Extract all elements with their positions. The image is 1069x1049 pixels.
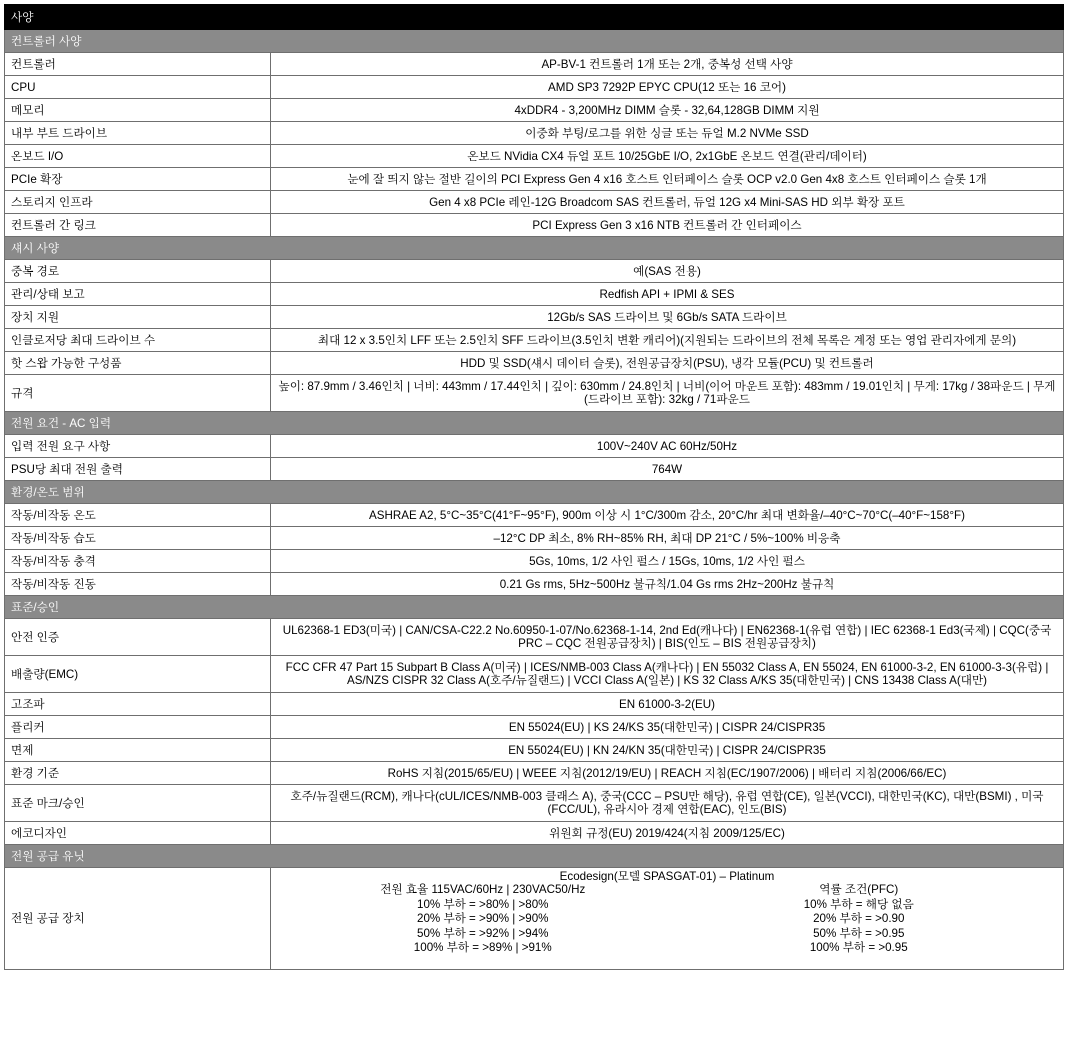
spec-label: CPU [5,76,271,99]
pfc-column [804,883,914,956]
pfc-title: 역률 조건(PFC) [819,883,899,896]
spec-label: 배출량(EMC) [5,656,271,693]
spec-value: 온보드 NVidia CX4 듀얼 포트 10/25GbE I/O, 2x1GbE 온보드 연결(관리/데이터) [271,145,1064,168]
section-title: 표준/승인 [5,596,1064,619]
spec-row [5,99,1064,122]
spec-label: 플리커 [5,716,271,739]
section-header [5,237,1064,260]
spec-label: 안전 인증 [5,619,271,656]
spec-value: 100V~240V AC 60Hz/50Hz [271,435,1064,458]
section-title: 환경/온도 범위 [5,481,1064,504]
spec-value: 12Gb/s SAS 드라이브 및 6Gb/s SATA 드라이브 [271,306,1064,329]
efficiency-line: 50% 부하 = >92% | >94% [417,926,549,940]
efficiency-title: 전원 효율 115VAC/60Hz | 230VAC50/Hz [380,883,586,896]
spec-label: 온보드 I/O [5,145,271,168]
spec-label: 컨트롤러 [5,53,271,76]
efficiency-line: 100% 부하 = >89% | >91% [413,941,552,954]
spec-value: –12°C DP 최소, 8% RH~85% RH, 최대 DP 21°C / 5%~100% 비응축 [271,527,1064,550]
spec-row [5,352,1064,375]
spec-value: Redfish API + IPMI & SES [271,283,1064,306]
spec-label: 중복 경로 [5,260,271,283]
spec-row [5,527,1064,550]
spec-value: AP-BV-1 컨트롤러 1개 또는 2개, 중복성 선택 사양 [271,53,1064,76]
spec-label: 입력 전원 요구 사항 [5,435,271,458]
spec-label: 전원 공급 장치 [5,868,271,970]
pfc-line: 50% 부하 = >0.95 [813,926,905,940]
spec-row [5,122,1064,145]
spec-label: 스토리지 인프라 [5,191,271,214]
spec-label: 내부 부트 드라이브 [5,122,271,145]
spec-label: 메모리 [5,99,271,122]
spec-label: 장치 지원 [5,306,271,329]
spec-label: 에코디자인 [5,822,271,845]
spec-value: AMD SP3 7292P EPYC CPU(12 또는 16 코어) [271,76,1064,99]
section-header [5,412,1064,435]
spec-value: 이중화 부팅/로그를 위한 싱글 또는 듀얼 M.2 NVMe SSD [271,122,1064,145]
spec-row [5,145,1064,168]
spec-row [5,716,1064,739]
spec-row [5,260,1064,283]
spec-label: 환경 기준 [5,762,271,785]
spec-value: HDD 및 SSD(섀시 데이터 슬롯), 전원공급장치(PSU), 냉각 모듈(PCU) 및 컨트롤러 [271,352,1064,375]
spec-value: 예(SAS 전용) [271,260,1064,283]
spec-row [5,435,1064,458]
spec-value: 5Gs, 10ms, 1/2 사인 펄스 / 15Gs, 10ms, 1/2 사인 펄스 [271,550,1064,573]
spec-value: FCC CFR 47 Part 15 Subpart B Class A(미국) | ICES/NMB-003 Class A(캐나다) | EN 55032 Class A, EN 55024, EN 61000-3-2, EN 61000-3-3(유럽) | AS/NZS CISPR 32 Class A(호주/뉴질랜드) | VCCI Class A(일본) | KS 32 Class A/KS 35(대한민국) | CNS 13438 Class A(대만) [271,656,1064,693]
spec-value: 높이: 87.9mm / 3.46인치 | 너비: 443mm / 17.44인치 | 깊이: 630mm / 24.8인치 | 너비(이어 마운트 포함): 483mm / 19.01인치 | 무게: 17kg / 38파운드 | 무게(드라이브 포함): 32kg / 71파운드 [271,375,1064,412]
section-header-psu [5,845,1064,868]
spec-label: 관리/상태 보고 [5,283,271,306]
efficiency-line: 10% 부하 = >80% | >80% [417,897,549,911]
section-title: 전원 요건 - AC 입력 [5,412,1064,435]
spec-value: RoHS 지침(2015/65/EU) | WEEE 지침(2012/19/EU) | REACH 지침(EC/1907/2006) | 배터리 지침(2006/66/EC) [271,762,1064,785]
spec-row [5,619,1064,656]
spec-label: 작동/비작동 진동 [5,573,271,596]
spec-row [5,214,1064,237]
spec-value: 눈에 잘 띄지 않는 절반 길이의 PCI Express Gen 4 x16 호스트 인터페이스 슬롯 OCP v2.0 Gen 4x8 호스트 인터페이스 슬롯 1개 [271,168,1064,191]
spec-row [5,458,1064,481]
spec-value: 764W [271,458,1064,481]
spec-label: PCIe 확장 [5,168,271,191]
pfc-line: 10% 부하 = 해당 없음 [803,897,914,911]
psu-heading: Ecodesign(모델 SPASGAT-01) – Platinum [559,870,775,883]
section-header [5,596,1064,619]
spec-row [5,283,1064,306]
spec-value: EN 55024(EU) | KN 24/KN 35(대한민국) | CISPR 24/CISPR35 [271,739,1064,762]
spec-row [5,762,1064,785]
pfc-line: 100% 부하 = >0.95 [809,941,908,954]
spec-label: 컨트롤러 간 링크 [5,214,271,237]
spec-row [5,785,1064,822]
spec-row [5,822,1064,845]
spec-row [5,656,1064,693]
spec-label: 인클로저당 최대 드라이브 수 [5,329,271,352]
spec-value: EN 55024(EU) | KS 24/KS 35(대한민국) | CISPR 24/CISPR35 [271,716,1064,739]
section-title: 전원 공급 유닛 [5,845,1064,868]
spec-row [5,306,1064,329]
spec-row [5,76,1064,99]
spec-label: 면제 [5,739,271,762]
spec-row [5,168,1064,191]
spec-value: 4xDDR4 - 3,200MHz DIMM 슬롯 - 32,64,128GB DIMM 지원 [271,99,1064,122]
psu-value-cell [271,868,1064,970]
psu-row [5,868,1064,970]
spec-row [5,693,1064,716]
spec-value: 호주/뉴질랜드(RCM), 캐나다(cUL/ICES/NMB-003 클래스 A), 중국(CCC – PSU만 해당), 유럽 연합(CE), 일본(VCCI), 대한민국(KC), 대만(BSMI) , 미국(FCC/UL), 유라시아 경제 연합(EAC), 인도(BIS) [271,785,1064,822]
spec-label: PSU당 최대 전원 출력 [5,458,271,481]
section-title: 섀시 사양 [5,237,1064,260]
spec-label: 작동/비작동 습도 [5,527,271,550]
spec-row [5,573,1064,596]
spec-value: UL62368-1 ED3(미국) | CAN/CSA-C22.2 No.60950-1-07/No.62368-1-14, 2nd Ed(캐나다) | EN62368-1(유럽 연합) | IEC 62368-1 Ed3(국제) | CQC(중국 PRC – CQC 전원공급장치) | BIS(인도 – BIS 전원공급장치) [271,619,1064,656]
spec-label: 작동/비작동 온도 [5,504,271,527]
spec-value: 위원회 규정(EU) 2019/424(지침 2009/125/EC) [271,822,1064,845]
spec-row [5,53,1064,76]
spec-label: 표준 마크/승인 [5,785,271,822]
efficiency-column [380,883,585,956]
spec-value: 최대 12 x 3.5인치 LFF 또는 2.5인치 SFF 드라이브(3.5인치 변환 캐리어)(지원되는 드라이브의 전체 목록은 계정 또는 영업 관리자에게 문의) [271,329,1064,352]
spec-table [4,4,1064,970]
spec-row [5,191,1064,214]
spec-row [5,739,1064,762]
spec-row [5,504,1064,527]
spec-value: PCI Express Gen 3 x16 NTB 컨트롤러 간 인터페이스 [271,214,1064,237]
table-header-right [271,5,1064,30]
spec-label: 핫 스왑 가능한 구성품 [5,352,271,375]
spec-row [5,375,1064,412]
efficiency-line: 20% 부하 = >90% | >90% [417,912,549,925]
pfc-line: 20% 부하 = >0.90 [813,912,905,925]
section-header [5,30,1064,53]
table-header-title: 사양 [5,5,271,30]
spec-label: 규격 [5,375,271,412]
spec-label: 고조파 [5,693,271,716]
spec-value: EN 61000-3-2(EU) [271,693,1064,716]
spec-value: Gen 4 x8 PCIe 레인-12G Broadcom SAS 컨트롤러, 듀얼 12G x4 Mini-SAS HD 외부 확장 포트 [271,191,1064,214]
spec-label: 작동/비작동 충격 [5,550,271,573]
spec-value: 0.21 Gs rms, 5Hz~500Hz 불규칙/1.04 Gs rms 2Hz~200Hz 불규칙 [271,573,1064,596]
spec-row [5,550,1064,573]
section-header [5,481,1064,504]
spec-row [5,329,1064,352]
table-header-row [5,5,1064,30]
section-title: 컨트롤러 사양 [5,30,1064,53]
spec-value: ASHRAE A2, 5°C~35°C(41°F~95°F), 900m 이상 시 1°C/300m 감소, 20°C/hr 최대 변화율/–40°C~70°C(–40°F~158°F) [271,504,1064,527]
